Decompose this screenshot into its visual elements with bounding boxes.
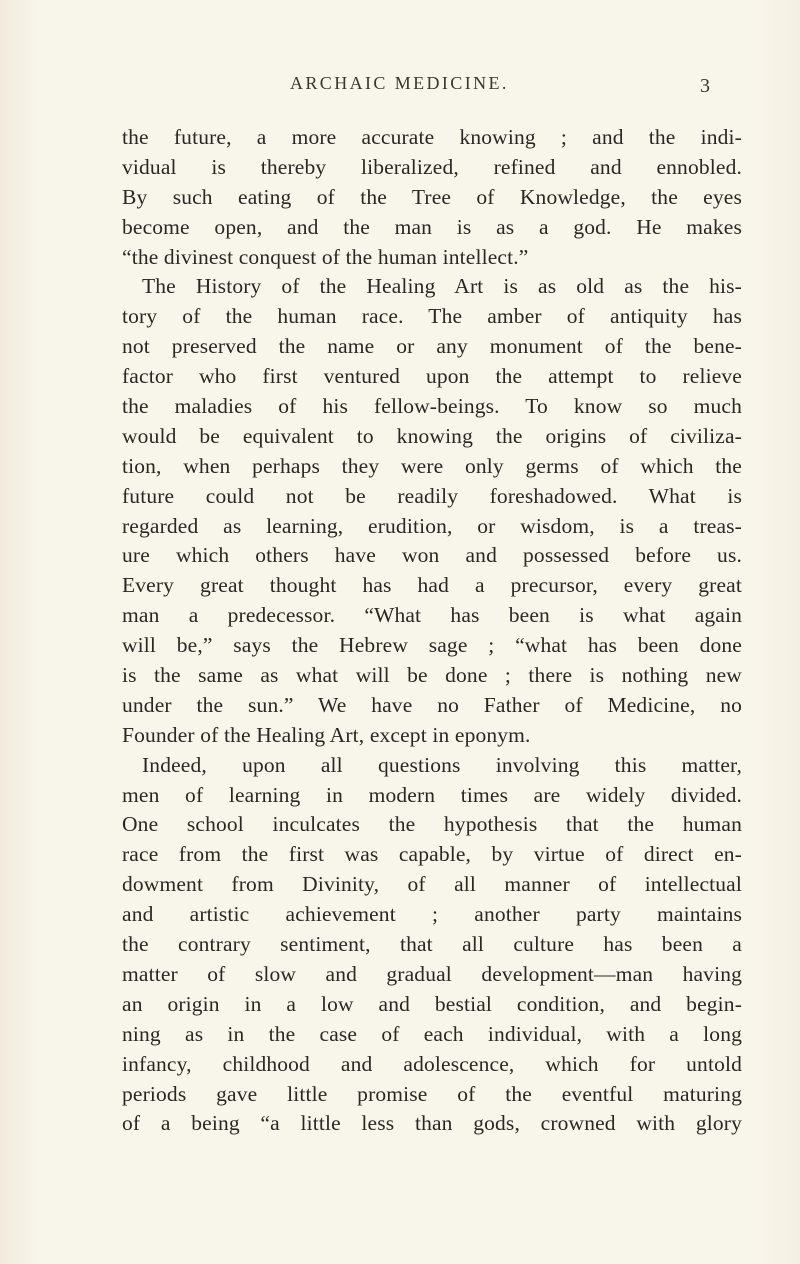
text-line: tion, when perhaps they were only germs of which the bbox=[122, 453, 742, 478]
text-line: “the divinest conquest of the human intellect.” bbox=[122, 244, 529, 269]
text-line: the contrary sentiment, that all culture has been a bbox=[122, 932, 742, 957]
text-line: would be equivalent to knowing the origins of civiliza- bbox=[122, 423, 742, 448]
text-line: an origin in a low and bestial condition, and begin- bbox=[122, 991, 742, 1016]
text-line: of a being “a little less than gods, crowned with glory bbox=[122, 1111, 742, 1136]
text-line: under the sun.” We have no Father of Medicine, no bbox=[122, 692, 742, 717]
text-line: is the same as what will be done ; there is nothing new bbox=[122, 663, 742, 688]
text-line: Indeed, upon all questions involving this matter, bbox=[142, 752, 742, 777]
body-text bbox=[122, 123, 742, 1139]
page-number: 3 bbox=[700, 75, 710, 97]
text-line: the maladies of his fellow-beings. To know so much bbox=[122, 394, 742, 419]
text-line: The History of the Healing Art is as old as the his- bbox=[142, 274, 742, 299]
text-line: will be,” says the Hebrew sage ; “what has been done bbox=[122, 633, 742, 658]
running-title: ARCHAIC MEDICINE. bbox=[290, 73, 509, 93]
text-line: and artistic achievement ; another party maintains bbox=[122, 902, 742, 927]
text-line: ure which others have won and possessed before us. bbox=[122, 543, 742, 568]
text-line: the future, a more accurate knowing ; and the indi- bbox=[122, 125, 742, 149]
text-line: tory of the human race. The amber of antiquity has bbox=[122, 304, 742, 329]
text-line: become open, and the man is as a god. He makes bbox=[122, 214, 742, 239]
text-line: dowment from Divinity, of all manner of intellectual bbox=[122, 872, 742, 897]
text-line: matter of slow and gradual development—man having bbox=[122, 961, 742, 986]
text-line: One school inculcates the hypothesis that the human bbox=[122, 812, 742, 837]
text-line: race from the first was capable, by virtue of direct en- bbox=[122, 842, 742, 867]
text-line: future could not be readily foreshadowed. What is bbox=[122, 483, 742, 508]
running-header bbox=[0, 73, 800, 103]
text-line: not preserved the name or any monument of the bene- bbox=[122, 334, 742, 359]
text-line: periods gave little promise of the eventful maturing bbox=[122, 1081, 742, 1106]
text-line: Founder of the Healing Art, except in eponym. bbox=[122, 722, 531, 747]
text-line: By such eating of the Tree of Knowledge, the eyes bbox=[122, 184, 742, 209]
text-line: regarded as learning, erudition, or wisdom, is a treas- bbox=[122, 513, 742, 538]
text-line: factor who first ventured upon the attempt to relieve bbox=[122, 364, 742, 389]
text-line: vidual is thereby liberalized, refined and ennobled. bbox=[122, 154, 742, 179]
text-line: man a predecessor. “What has been is what again bbox=[122, 603, 742, 628]
text-line: Every great thought has had a precursor, every great bbox=[122, 573, 742, 598]
text-line: ning as in the case of each individual, with a long bbox=[122, 1021, 742, 1046]
text-line: infancy, childhood and adolescence, which for untold bbox=[122, 1051, 742, 1076]
text-line: men of learning in modern times are widely divided. bbox=[122, 782, 742, 807]
